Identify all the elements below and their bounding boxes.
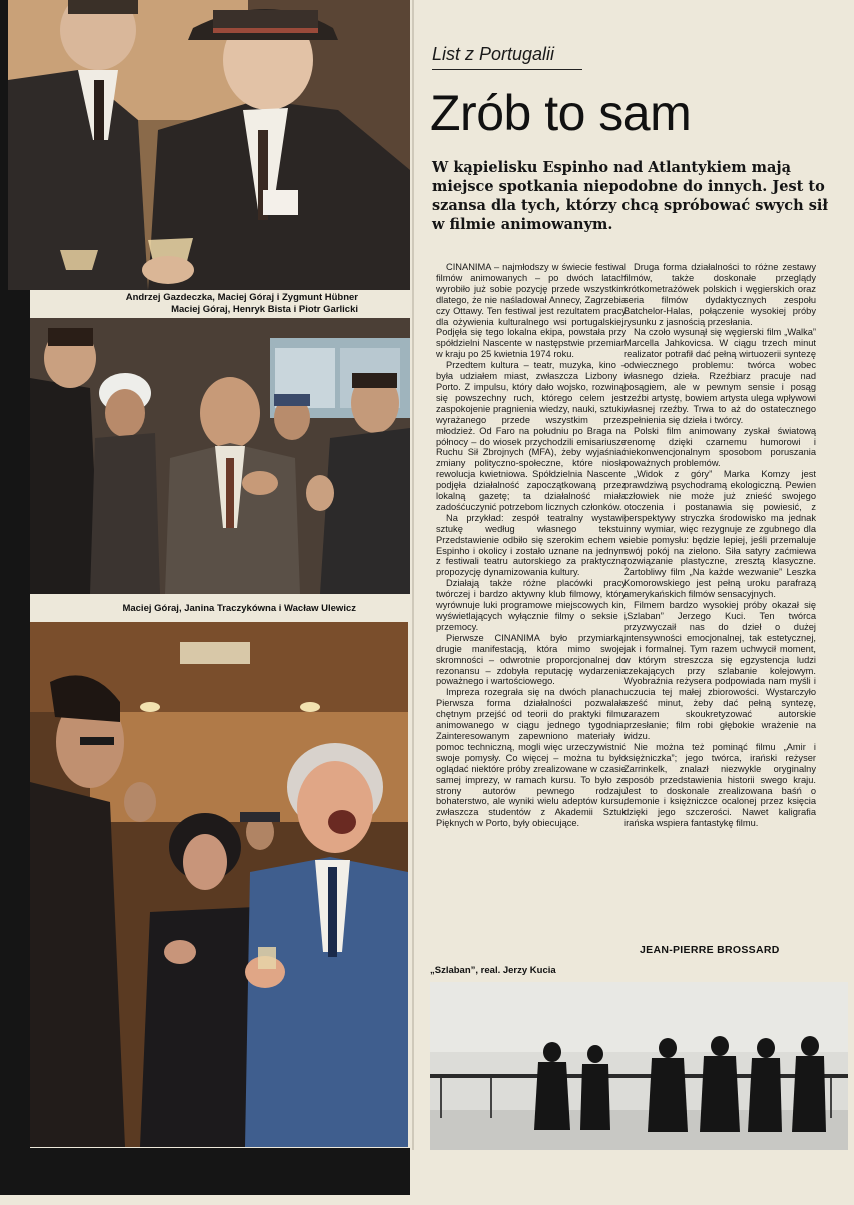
photo1-caption: Andrzej Gazdeczka, Maciej Góraj i Zygmunt Hübner Maciej Góraj, Henryk Bista i Piotr Garlicki [30, 292, 358, 316]
photo-two-men-in-hats [8, 0, 410, 290]
photo2-caption: Maciej Góraj, Janina Traczykówna i Wacław Ulewicz [30, 603, 356, 615]
text-column-2 [624, 262, 816, 829]
photo-szlaban-still [430, 982, 848, 1150]
paragraph: Pierwsze CINANIMA było przymiarką, drugie manifestacją, która mimo swojej skromności – odwrotnie proporcjonalnej do rezonansu – zdobyła reputację wydarzenia poważnego i wartościowego. [436, 632, 626, 687]
photo-group-of-men [30, 318, 410, 594]
paragraph: Na czoło wysunął się węgierski film „Walka” Marcella Jahkovicsa. W ciągu trzech minut realizator potrafił dać pełną wirtuozerii syntezę odwiecznego problemu: twórca wobec własnego dzieła. Rzeźbiarz pracuje nad posągiem, ale w pewnym sensie i posąg rzeźbi artystę, bowiem artysta ulega wpływowi własnej rzeźby. Trwa to aż do ostatecznego spełnienia się dzieła i twórcy. [624, 327, 816, 425]
paragraph: „Widok z góry” Marka Komzy jest prawdziwą psychodramą ekologiczną. Pewien człowiek nie może już znieść swojego otoczenia i postanawia się powiesić, z perspektywy stryczka środowisko ma jednak inny wymiar, więc rezygnuje ze zgubnego dla siebie pomysłu: będzie lepiej, jeśli przemaluje swój pokój na zielono. Siła satyry zaćmiewa rozwiązanie plastyczne, zresztą klasyczne. Żartobliwy film „Na każde wezwanie” Leszka Komorowskiego jest pełną uroku parafrazą amerykańskich filmów sensacyjnych. [624, 469, 816, 600]
photo4-illustration [430, 982, 848, 1150]
article-lead: W kąpielisku Espinho nad Atlantykiem mają miejsce spotkania niepodobne do innych. Jest to szansa dla tych, którzy chcą spróbować swych sił w filmie animowanym. [432, 159, 828, 233]
photo2-illustration [30, 318, 410, 594]
paragraph: Przedtem kultura – teatr, muzyka, kino – była udziałem miast, zwłaszcza Lizbony i Porto. Z impulsu, który dało wojsko, rozwinął się powszechny ruch, którego celem jest zaspokojenie pragnienia wiedzy, nauki, sztuki, wyrażanego przede wszystkim przez młodzież. Od Faro na południu po Braga na północy – do wiosek przychodzili emisariusze Ruchu Sił Zbrojnych (MFA), żeby wyjaśniać zmiany polityczno-społeczne, które niosła rewolucja kwietniowa. Spółdzielnia Nascente podjęła działalność zapoczątkowaną przez lokalną gazetę; ta działalność miała zadośćuczynić potrzebom licznych członków. [436, 360, 626, 512]
rubric-underline [432, 69, 582, 70]
article-title: Zrób to sam [430, 85, 692, 141]
section-rubric: List z Portugalii [432, 44, 555, 64]
paragraph: Impreza rozegrała się na dwóch planach. Pierwsza forma działalności pozwalała chętnym przejść od teorii do praktyki filmu animowanego w ciągu jednego tygodnia. Zainteresowanym zapewniono materiały i pomoc techniczną, mogli więc urzeczywistnić swoje pomysły. Co więcej – można tu było oglądać niektóre próby zrealizowane w czasie samej imprezy, w ramach kursu. To było ze strony autorów pewnego rodzaju bohaterstwo, ale wyniki wielu adeptów kursu, zwłaszcza studentów z Akademii Sztuk Pięknych w Porto, były obiecujące. [436, 687, 626, 829]
paragraph: Polski film animowany zyskał światową renomę dzięki czarnemu humorowi i niekonwencjonalnym sposobom poruszania poważnych problemów. [624, 425, 816, 469]
paragraph: CINANIMA – najmłodszy w świecie festiwal filmów animowanych – po dwóch latach wyrobiło już sobie pozycję przede wszystkim dlatego, że nie naśladował Annecy, Zagrzebia czy Ottawy. Ten festiwal jest rezultatem pracy dla ożywienia kulturalnego wsi portugalskiej. Podjęła się tego lokalna ekipa, powstała przy spółdzielni Nascente w następstwie przemian w kraju po 25 kwietnia 1974 roku. [436, 262, 626, 360]
photo-laughing-man-at-bar [30, 622, 408, 1147]
photo1-illustration [8, 0, 410, 290]
paragraph: Na przykład: zespół teatralny wystawił sztukę według własnego tekstu. Przedstawienie odbiło się szerokim echem w Espinho i okolicy i zostało uznane na jednym z festiwali teatru autorskiego za praktyczną propozycję dynamizowania kultury. [436, 512, 626, 578]
paragraph: Filmem bardzo wysokiej próby okazał się „Szlaban” Jerzego Kuci. Ten twórca przyzwyczaił nas do dzieł o dużej intensywności emocjonalnej, tak estetycznej, jak i formalnej. Tym razem uchwycił moment, w którym streszcza się egzystencja ludzi czekających przy szlabanie kolejowym. Wyobraźnia reżysera podpowiada nam myśli i uczucia tej małej zbiorowości. Wystarczyło sześć minut, żeby dać pełną syntezę, zarazem skoukretyzować autorskie przesłanie; film robi głębokie wrażenie na widzu. [624, 600, 816, 741]
paragraph: Działają także różne placówki pracy twórczej i bardzo aktywny klub filmowy, który wyrównuje luki programowe miejscowych kin, wyświetlających wyłącznie filmy o seksie i przemocy. [436, 578, 626, 632]
text-column-1 [436, 262, 626, 829]
photo4-caption: „Szlaban”, real. Jerzy Kucia [430, 965, 730, 977]
bottom-dark-edge [0, 1148, 410, 1195]
article-author: JEAN-PIERRE BROSSARD [640, 944, 780, 956]
gutter-divider [412, 0, 414, 1150]
photo3-illustration [30, 622, 408, 1147]
paragraph: Nie można też pominąć filmu „Amir i księżniczka”; jego twórca, irański reżyser Zarrinkelk, znalazł niezwykle oryginalny sposób przedstawienia historii swego kraju. Jest to doskonale zrealizowana baśń o demonie i księżniczce ocalonej przez księcia dzięki jego szczerości. Nawet kaligrafia irańska wspiera fantastykę filmu. [624, 741, 816, 829]
paragraph: Druga forma działalności to różne zestawy filmów, także doskonałe przeglądy krótkometrażówek polskich i węgierskich oraz seria filmów dydaktycznych zespołu Batchelor-Halas, połączenie wysokiej próby rysunku z jasnością przesłania. [624, 262, 816, 327]
